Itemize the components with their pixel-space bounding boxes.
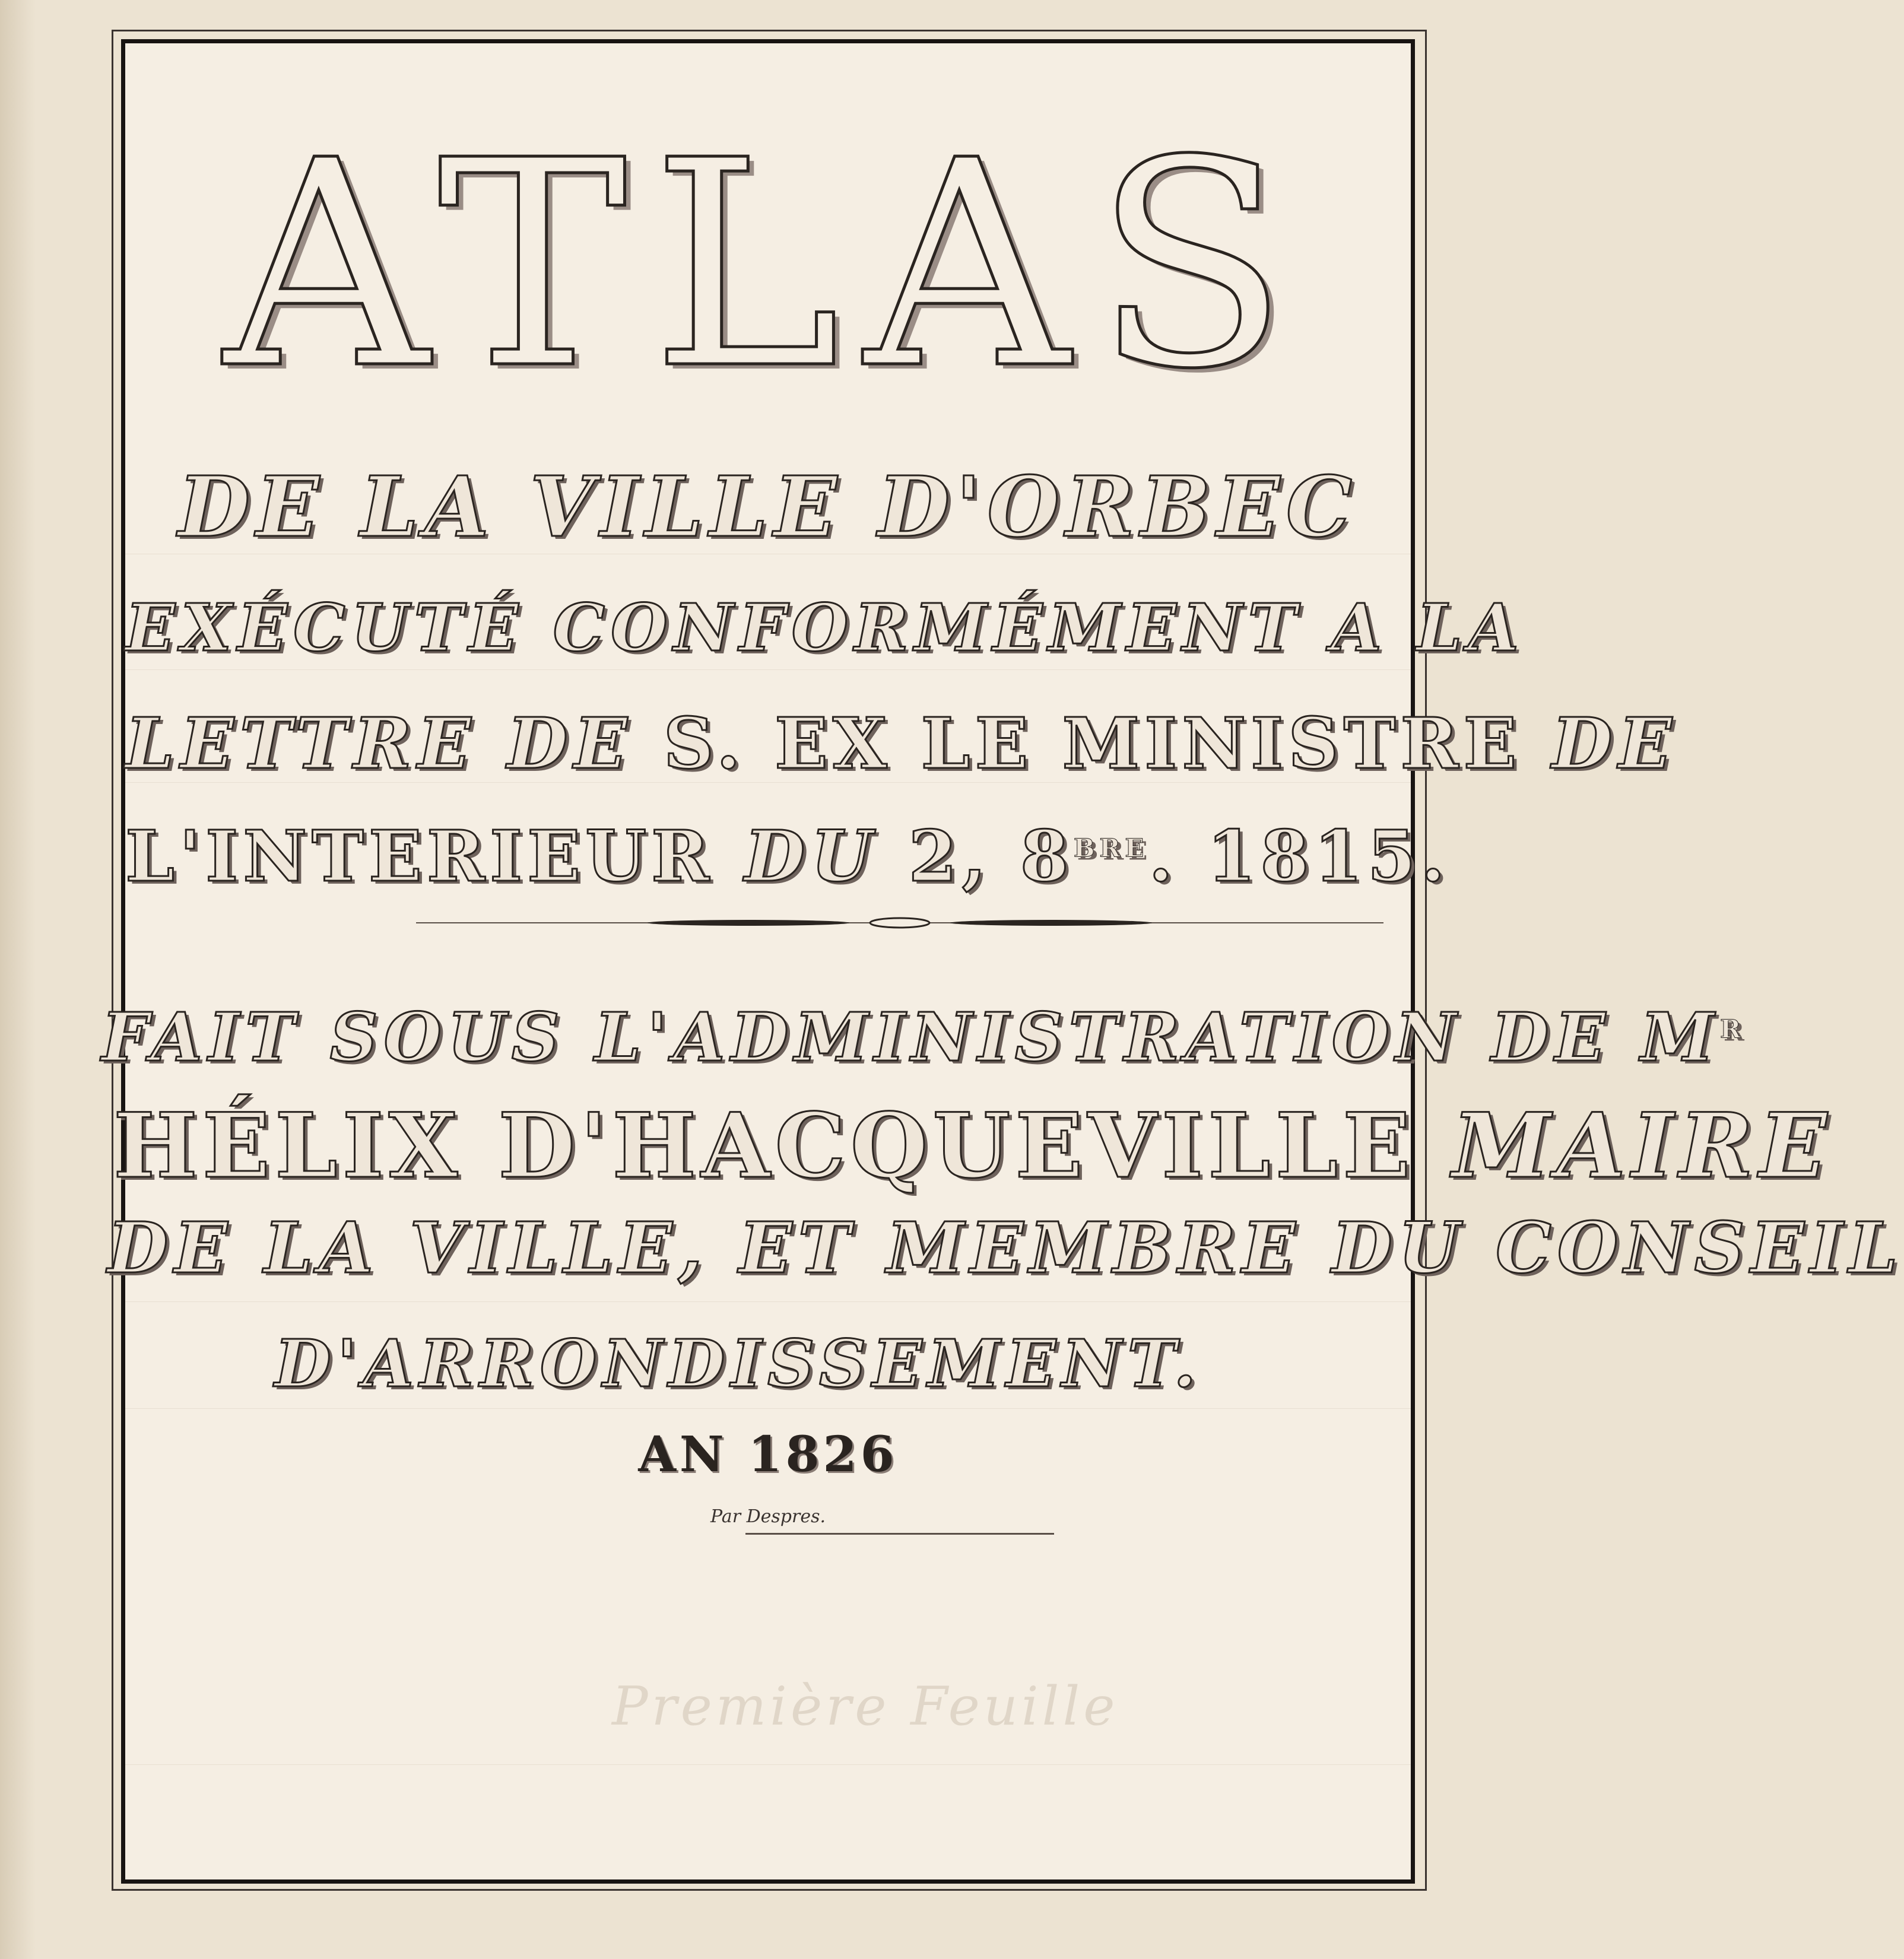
mr-superscript: R — [1719, 1014, 1746, 1044]
signature-rule — [745, 1533, 1054, 1535]
year-line: AN 1826 — [638, 1426, 898, 1483]
ruled-guide — [125, 1408, 1411, 1409]
administration-line — [101, 999, 1746, 1077]
subtitle-interior-date — [125, 815, 1450, 897]
ruled-guide — [125, 1764, 1411, 1765]
ornament-center — [870, 918, 929, 928]
mayor-name: HÉLIX D'HACQUEVILLE — [113, 1094, 1416, 1198]
binding-shadow — [0, 0, 36, 1959]
letter-minister: S. EX LE MINISTRE — [663, 702, 1522, 785]
pencil-note: Première Feuille — [612, 1675, 1119, 1738]
page-title: ATLAS — [223, 100, 1313, 431]
administration-text: FAIT SOUS L'ADMINISTRATION DE M — [101, 999, 1720, 1077]
du-word: DU — [714, 815, 909, 897]
letter-post: DE — [1521, 702, 1678, 785]
interior-word: L'INTERIEUR — [125, 815, 715, 897]
ruled-guide — [125, 1301, 1411, 1302]
date-year: . 1815. — [1148, 815, 1450, 897]
mayor-title: MAIRE — [1415, 1094, 1833, 1198]
ornament-divider — [416, 906, 1383, 930]
subtitle-letter — [125, 702, 1678, 785]
letter-pre: LETTRE DE — [125, 702, 664, 785]
date-superscript: BRE — [1073, 833, 1149, 863]
ornament-dash-right — [950, 920, 1152, 926]
ruled-guide — [125, 669, 1411, 670]
date-day: 2, 8 — [908, 815, 1074, 897]
page-frame — [101, 39, 1904, 1884]
district-line: D'ARRONDISSEMENT. — [274, 1325, 1202, 1402]
ornament-dash-left — [648, 920, 849, 926]
mayor-name-line — [113, 1094, 1833, 1198]
subtitle-executed: EXÉCUTÉ CONFORMÉMENT A LA — [125, 589, 1525, 666]
council-line: DE LA VILLE, ET MEMBRE DU CONSEIL — [107, 1206, 1904, 1289]
subtitle-city: DE LA VILLE D'ORBEC — [177, 459, 1359, 556]
signature: Par Despres. — [710, 1506, 826, 1527]
